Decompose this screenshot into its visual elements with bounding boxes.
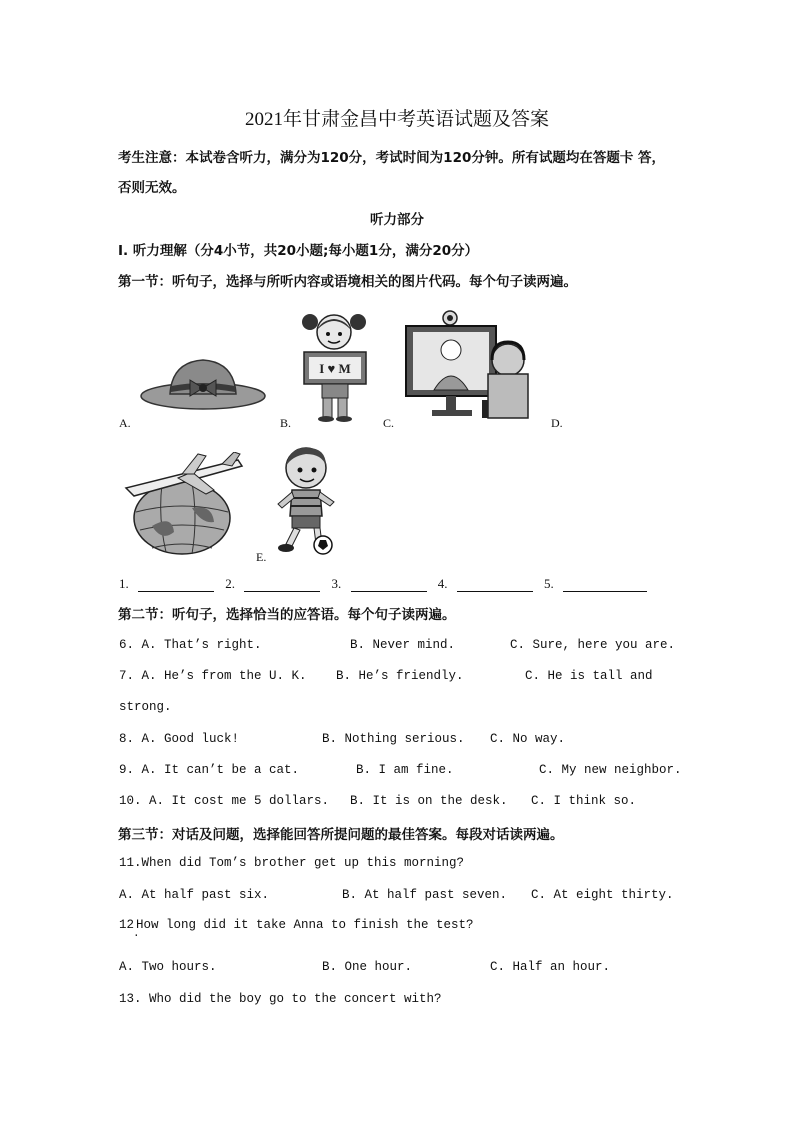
- notice-line-1: 考生注意：本试卷含听力，满分为120分，考试时间为120分钟。所有试题均在答题卡 答，: [118, 150, 666, 166]
- answer-blank-4[interactable]: [457, 578, 533, 592]
- q6-option-b: B. Never mind.: [350, 638, 456, 652]
- video-call-picture: [404, 310, 530, 422]
- q11-stem: 11.When did Tom’s brother get up this morning?: [119, 856, 465, 870]
- girl-with-sign-picture: [296, 310, 374, 422]
- q12-option-c: C. Half an hour.: [490, 960, 611, 974]
- section1-heading: 第一节：听句子，选择与所听内容或语境相关的图片代码。每个句子读两遍。: [118, 274, 577, 290]
- airplane-globe-picture: [122, 452, 246, 556]
- q11-option-b: B. At half past seven.: [342, 888, 508, 902]
- answer-blanks: [119, 576, 647, 592]
- q7-option-a: 7. A. He’s from the U. K.: [119, 669, 307, 683]
- picture-d-label: D.: [551, 416, 563, 430]
- blank-label-2: 2.: [225, 576, 235, 591]
- blank-label-4: 4.: [437, 576, 448, 591]
- q9-option-c: C. My new neighbor.: [539, 763, 682, 777]
- q7-option-c-continued: strong.: [119, 700, 172, 714]
- answer-blank-5[interactable]: [563, 578, 647, 592]
- hat-picture: [138, 350, 268, 412]
- q10-option-b: B. It is on the desk.: [350, 794, 508, 808]
- picture-c-label: C.: [383, 416, 395, 430]
- q11-option-a: A. At half past six.: [119, 888, 270, 902]
- picture-e-label: E.: [256, 550, 267, 564]
- answer-blank-2[interactable]: [244, 578, 320, 592]
- q6-option-a: 6. A. That’s right.: [119, 638, 262, 652]
- section-heading: 听力部分: [370, 212, 424, 228]
- q9-option-b: B. I am fine.: [356, 763, 454, 777]
- picture-b-label: B.: [280, 416, 292, 430]
- answer-blank-3[interactable]: [351, 578, 427, 592]
- blank-label-5: 5.: [544, 576, 554, 591]
- sign-text: I ♥ M: [319, 361, 351, 376]
- q12-stem: How long did it take Anna to finish the test?: [136, 918, 474, 932]
- section3-heading: 第三节：对话及问题，选择能回答所提问题的最佳答案。每段对话读两遍。: [118, 827, 564, 843]
- q12-option-a: A. Two hours.: [119, 960, 217, 974]
- part1-heading: I. 听力理解（分4小节，共20小题;每小题1分，满分20分）: [118, 243, 479, 259]
- section2-heading: 第二节：听句子，选择恰当的应答语。每个句子读两遍。: [118, 607, 456, 623]
- blank-label-1: 1.: [119, 576, 129, 591]
- q9-option-a: 9. A. It can’t be a cat.: [119, 763, 300, 777]
- q11-option-c: C. At eight thirty.: [531, 888, 674, 902]
- notice-line-2: 否则无效。: [118, 180, 186, 196]
- picture-a-label: A.: [119, 416, 131, 430]
- q12-number: 12: [119, 918, 135, 932]
- q13-stem: 13. Who did the boy go to the concert with?: [119, 992, 442, 1006]
- q10-option-a: 10. A. It cost me 5 dollars.: [119, 794, 330, 808]
- q6-option-c: C. Sure, here you are.: [510, 638, 676, 652]
- q8-option-c: C. No way.: [490, 732, 566, 746]
- blank-label-3: 3.: [331, 576, 342, 591]
- q10-option-c: C. I think so.: [531, 794, 637, 808]
- answer-blank-1[interactable]: [138, 578, 214, 592]
- q12-dot: .: [133, 928, 140, 940]
- page-title: 2021年甘肃金昌中考英语试题及答案: [244, 109, 549, 130]
- q8-option-a: 8. A. Good luck!: [119, 732, 240, 746]
- boy-soccer-picture: [276, 444, 342, 558]
- q8-option-b: B. Nothing serious.: [322, 732, 465, 746]
- q7-option-b: B. He’s friendly.: [336, 669, 464, 683]
- q12-option-b: B. One hour.: [322, 960, 413, 974]
- q7-option-c: C. He is tall and: [525, 669, 653, 683]
